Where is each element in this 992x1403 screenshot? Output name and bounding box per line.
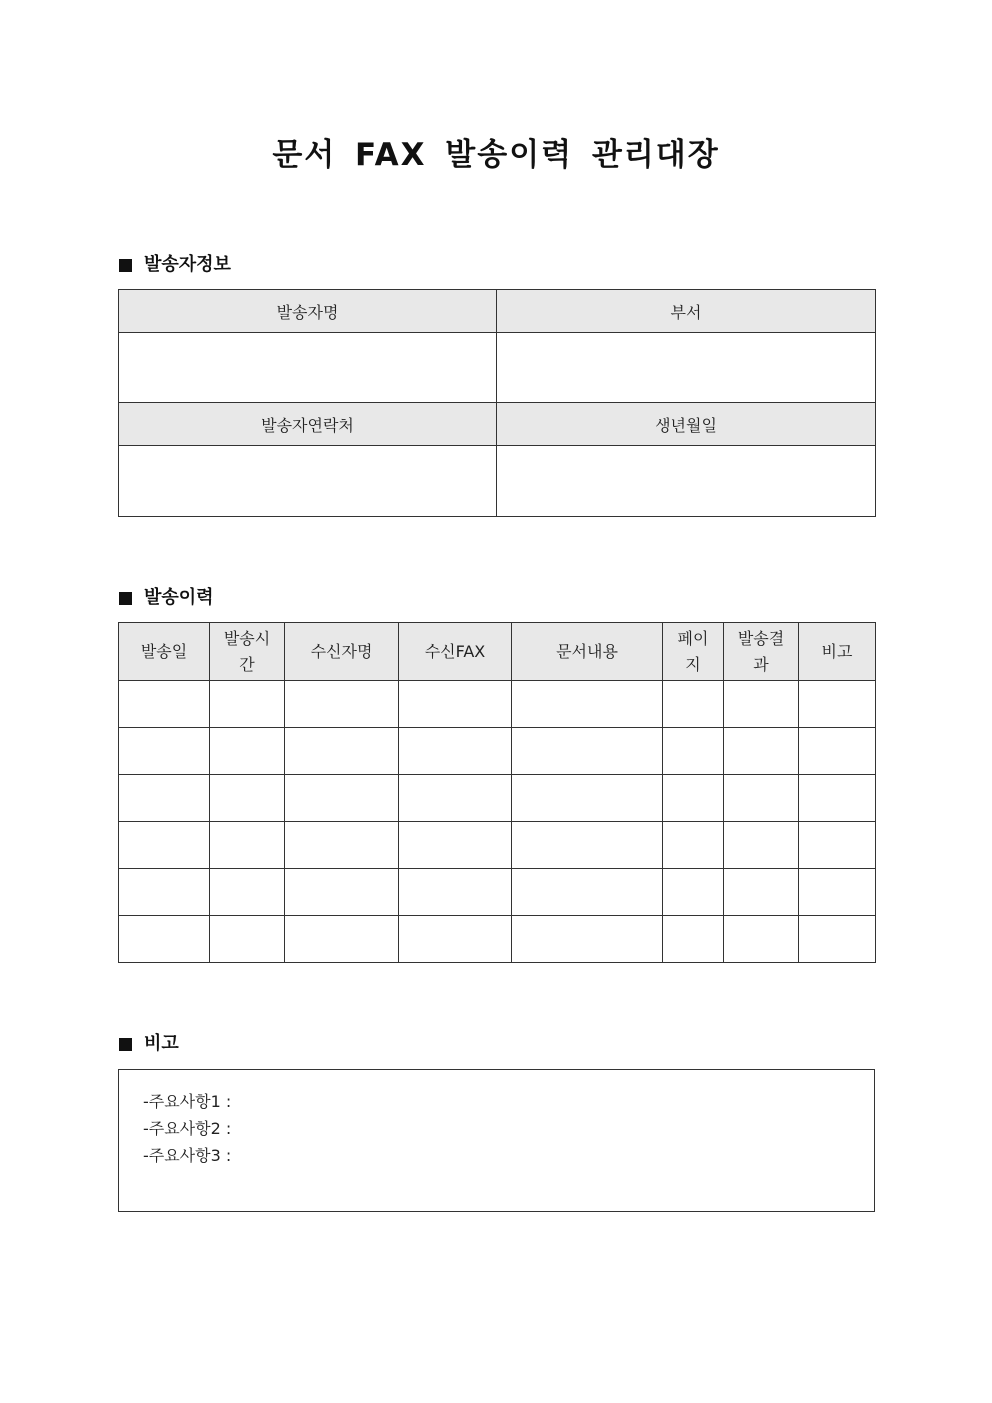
table-cell[interactable]	[399, 681, 512, 728]
table-cell[interactable]	[799, 916, 876, 963]
table-cell[interactable]	[210, 728, 285, 775]
table-row	[119, 822, 876, 869]
column-header: 비고	[799, 623, 876, 681]
table-cell[interactable]	[724, 822, 799, 869]
history-heading-label: 발송이력	[144, 587, 214, 608]
table-row	[119, 728, 876, 775]
table-cell[interactable]	[512, 822, 663, 869]
department-field[interactable]	[497, 333, 876, 403]
table-cell[interactable]	[210, 775, 285, 822]
department-label: 부서	[497, 290, 876, 333]
table-cell[interactable]	[799, 822, 876, 869]
notes-box[interactable]	[118, 1069, 875, 1212]
table-cell[interactable]	[663, 728, 724, 775]
sender-info-table	[118, 289, 876, 517]
history-table-body	[119, 681, 876, 963]
page-title: 문서 FAX 발송이력 관리대장	[272, 137, 720, 173]
table-cell[interactable]	[512, 916, 663, 963]
history-table	[118, 622, 876, 963]
table-cell[interactable]	[210, 916, 285, 963]
table-cell[interactable]	[285, 822, 399, 869]
table-cell[interactable]	[512, 775, 663, 822]
column-header: 발송일	[119, 623, 210, 681]
table-cell[interactable]	[285, 728, 399, 775]
table-cell[interactable]	[399, 822, 512, 869]
column-header: 수신자명	[285, 623, 399, 681]
table-cell[interactable]	[663, 916, 724, 963]
sender-info-heading-label: 발송자정보	[144, 254, 231, 275]
table-cell[interactable]	[799, 681, 876, 728]
table-cell[interactable]	[210, 822, 285, 869]
sender-contact-field[interactable]	[119, 446, 497, 517]
table-cell[interactable]	[663, 775, 724, 822]
table-cell[interactable]	[512, 681, 663, 728]
notes-list	[119, 1070, 874, 1169]
column-header: 발송시 간	[210, 623, 285, 681]
table-cell[interactable]	[210, 869, 285, 916]
table-cell[interactable]	[285, 869, 399, 916]
table-cell[interactable]	[285, 681, 399, 728]
history-header-row	[119, 623, 876, 681]
notes-heading	[119, 1031, 179, 1057]
table-cell[interactable]	[399, 775, 512, 822]
table-row	[119, 869, 876, 916]
table-cell[interactable]	[119, 775, 210, 822]
table-cell[interactable]	[399, 869, 512, 916]
table-cell[interactable]	[799, 775, 876, 822]
sender-name-label: 발송자명	[119, 290, 497, 333]
birthdate-label: 생년월일	[497, 403, 876, 446]
table-row	[119, 916, 876, 963]
sender-name-field[interactable]	[119, 333, 497, 403]
note-item: -주요사항1 :	[143, 1092, 232, 1111]
table-cell[interactable]	[119, 916, 210, 963]
table-cell[interactable]	[724, 916, 799, 963]
table-cell[interactable]	[512, 869, 663, 916]
notes-heading-label: 비고	[144, 1033, 179, 1054]
note-item: -주요사항3 :	[143, 1146, 232, 1165]
table-cell[interactable]	[119, 822, 210, 869]
birthdate-field[interactable]	[497, 446, 876, 517]
history-heading	[119, 585, 214, 611]
table-cell[interactable]	[724, 681, 799, 728]
table-row	[119, 775, 876, 822]
table-cell[interactable]	[210, 681, 285, 728]
table-cell[interactable]	[663, 869, 724, 916]
column-header: 발송결 과	[724, 623, 799, 681]
column-header: 문서내용	[512, 623, 663, 681]
column-header: 수신FAX	[399, 623, 512, 681]
table-cell[interactable]	[399, 728, 512, 775]
square-bullet-icon	[119, 259, 132, 272]
table-cell[interactable]	[663, 822, 724, 869]
table-cell[interactable]	[799, 869, 876, 916]
table-cell[interactable]	[285, 916, 399, 963]
sender-info-heading	[119, 252, 231, 278]
square-bullet-icon	[119, 592, 132, 605]
table-cell[interactable]	[399, 916, 512, 963]
sender-contact-label: 발송자연락처	[119, 403, 497, 446]
column-header: 페이 지	[663, 623, 724, 681]
table-cell[interactable]	[724, 728, 799, 775]
table-cell[interactable]	[663, 681, 724, 728]
table-cell[interactable]	[724, 775, 799, 822]
table-row	[119, 681, 876, 728]
table-cell[interactable]	[285, 775, 399, 822]
note-item: -주요사항2 :	[143, 1119, 232, 1138]
table-cell[interactable]	[724, 869, 799, 916]
table-cell[interactable]	[512, 728, 663, 775]
table-cell[interactable]	[119, 728, 210, 775]
square-bullet-icon	[119, 1038, 132, 1051]
table-cell[interactable]	[799, 728, 876, 775]
table-cell[interactable]	[119, 869, 210, 916]
table-cell[interactable]	[119, 681, 210, 728]
